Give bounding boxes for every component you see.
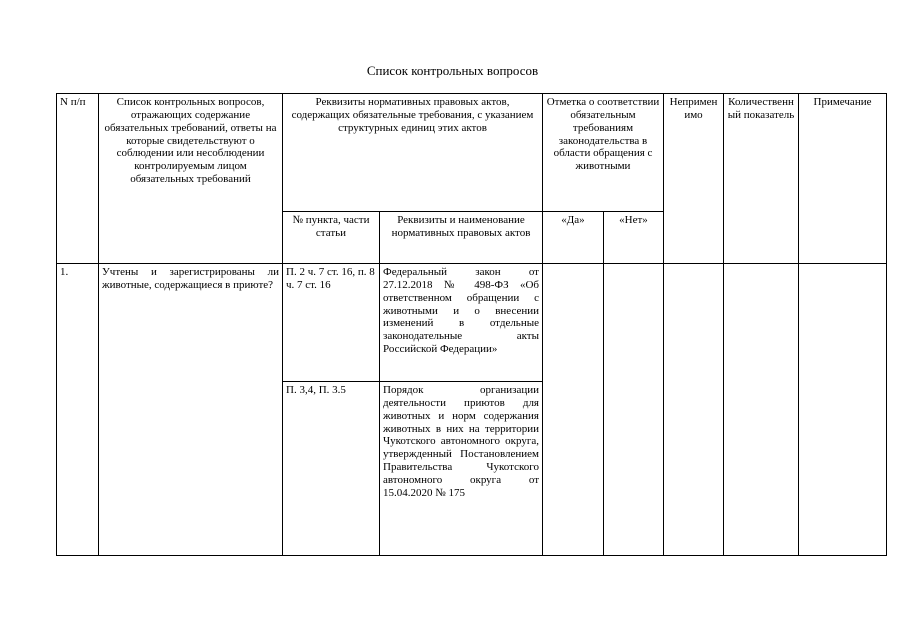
header-row-top [57,94,887,212]
header-note: Примечание [799,94,887,264]
row-ref-point: П. 3,4, П. 3.5 [283,382,380,556]
header-quantity: Количественный показатель [724,94,799,264]
header-requisites: Реквизиты нормативных правовых актов, содержащих обязательные требования, с указанием структурных единиц этих актов [283,94,543,212]
row-yes-cell [543,264,604,556]
row-ref-act: Федеральный закон от 27.12.2018 № 498-ФЗ «Об ответственном обращении с животными и о внесении изменений в отдельные законодательные акты Российской Федерации» [380,264,543,382]
row-ref-point: П. 2 ч. 7 ст. 16, п. 8 ч. 7 ст. 16 [283,264,380,382]
header-yes: «Да» [543,212,604,264]
checklist-table [56,93,887,556]
row-note-cell [799,264,887,556]
header-questions: Список контрольных вопросов, отражающих содержание обязательных требований, ответы на которые свидетельствуют о соблюдении или несоблюдении контролируемым лицом обязательных требований [99,94,283,264]
header-num: N п/п [57,94,99,264]
row-ref-act: Порядок организации деятельности приютов для животных и норм содержания животных в них на территории Чукотского автономного округа, утвержденный Постановлением Правительства Чукотского автономного округа от 15.04.2020 № 175 [380,382,543,556]
page-title: Список контрольных вопросов [366,63,539,78]
header-mark: Отметка о соответствии обязательным требованиям законодательства в области обращения с животными [543,94,664,212]
header-not-applicable: Неприменимо [664,94,724,264]
table-row [57,264,887,382]
row-no-cell [604,264,664,556]
header-no: «Нет» [604,212,664,264]
row-na-cell [664,264,724,556]
header-point: № пункта, части статьи [283,212,380,264]
header-act-name: Реквизиты и наименование нормативных правовых актов [380,212,543,264]
row-quantity-cell [724,264,799,556]
row-num: 1. [57,264,99,556]
row-question: Учтены и зарегистрированы ли животные, содержащиеся в приюте? [99,264,283,556]
